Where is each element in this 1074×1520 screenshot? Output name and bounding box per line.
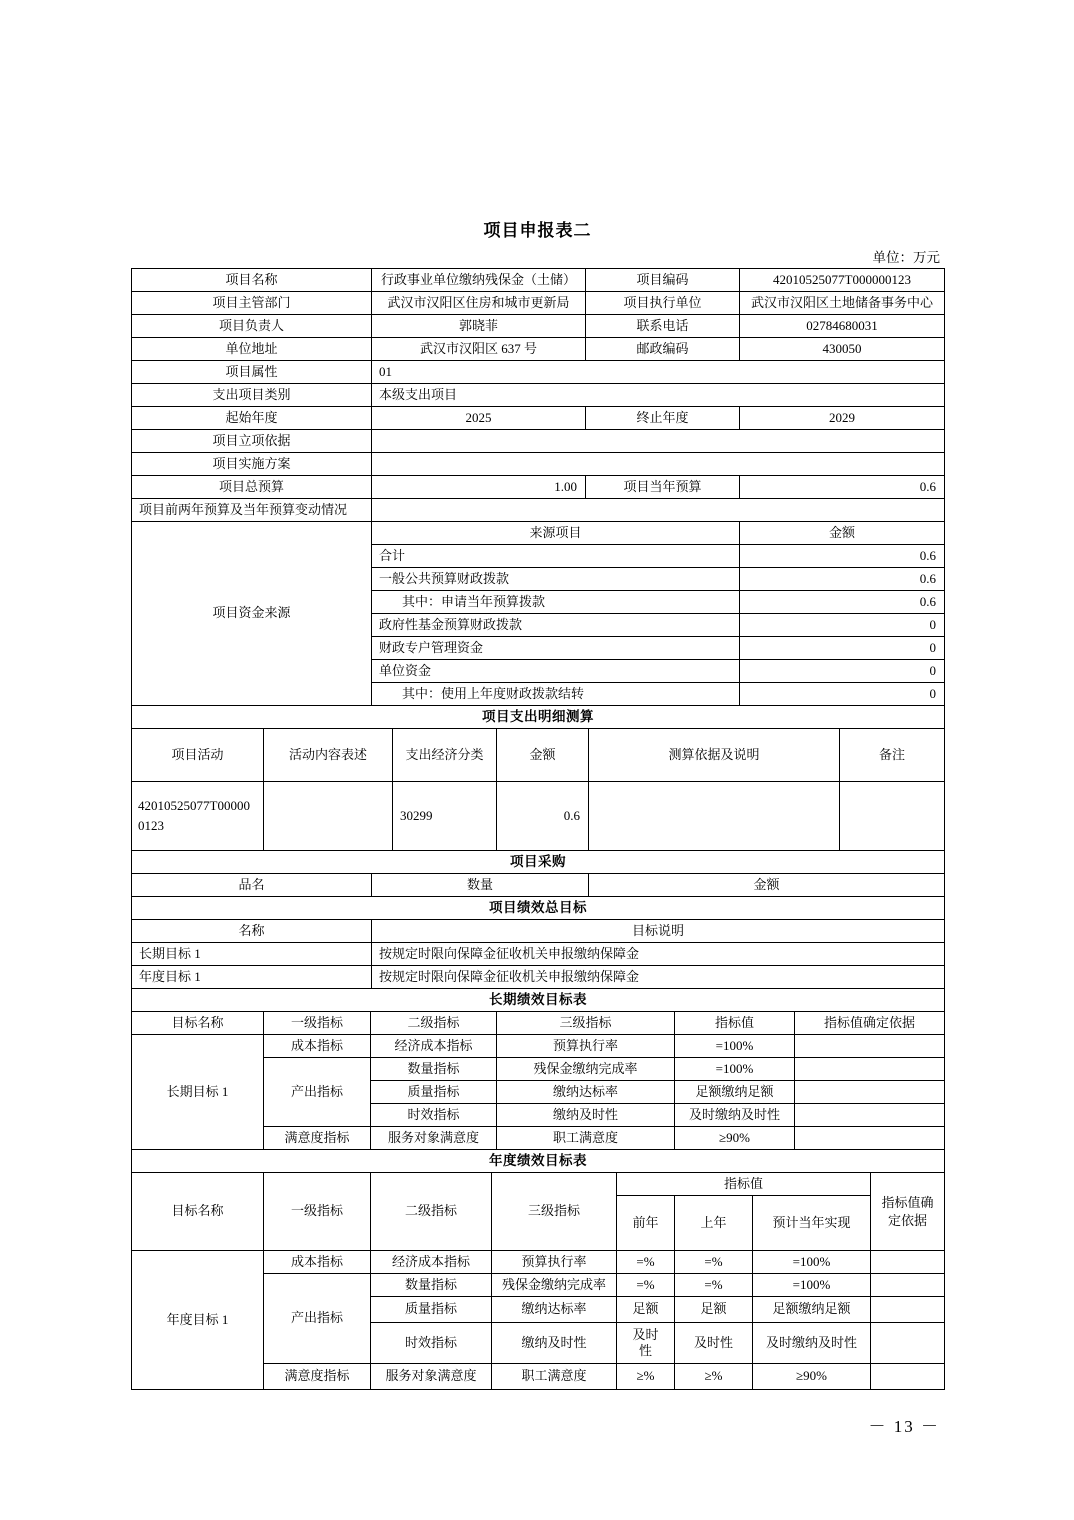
table-row: [132, 1173, 945, 1196]
field-label: 项目前两年预算及当年预算变动情况: [132, 499, 372, 522]
table-row: [132, 782, 945, 851]
funding-amount: 0.6: [740, 568, 945, 591]
table-row: [132, 943, 945, 966]
column-header: 指标值确定依据: [871, 1173, 945, 1251]
column-header: 指标值确定依据: [795, 1012, 945, 1035]
field-label: 支出项目类别: [132, 384, 372, 407]
level2-indicator: 经济成本指标: [371, 1035, 497, 1058]
table-row: [132, 407, 945, 430]
column-header: 支出经济分类: [393, 729, 497, 782]
indicator-basis: [871, 1297, 945, 1323]
goal-name: 年度目标 1: [132, 966, 372, 989]
field-label: 终止年度: [586, 407, 740, 430]
field-label: 项目总预算: [132, 476, 372, 499]
value-prev1: =%: [675, 1274, 753, 1297]
field-value: 02784680031: [740, 315, 945, 338]
annual-performance-table: [131, 1149, 945, 1390]
table-row: [132, 476, 945, 499]
level3-indicator: 缴纳及时性: [497, 1104, 675, 1127]
table-row: [132, 430, 945, 453]
indicator-value: =100%: [675, 1058, 795, 1081]
goal-description: 按规定时限向保障金征收机关申报缴纳保障金: [372, 966, 945, 989]
column-header: 金额: [740, 522, 945, 545]
value-current: 足额缴纳足额: [753, 1297, 871, 1323]
column-header: 项目活动: [132, 729, 264, 782]
field-label: 项目负责人: [132, 315, 372, 338]
field-label: 邮政编码: [586, 338, 740, 361]
table-row: [132, 920, 945, 943]
field-label: 项目当年预算: [586, 476, 740, 499]
page-title: 项目申报表二: [483, 221, 592, 240]
value-prev1: 足额: [675, 1297, 753, 1323]
field-value: 42010525077T000000123: [740, 269, 945, 292]
field-value: [372, 499, 945, 522]
value-current: 及时缴纳及时性: [753, 1323, 871, 1364]
calc-basis: [589, 782, 840, 851]
longterm-performance-table: [131, 988, 945, 1150]
funding-amount: 0.6: [740, 545, 945, 568]
column-header: 名称: [132, 920, 372, 943]
remark: [840, 782, 945, 851]
value-prev1: =%: [675, 1251, 753, 1274]
table-row: [132, 1251, 945, 1274]
field-value: [372, 430, 945, 453]
column-header: 测算依据及说明: [589, 729, 840, 782]
section-title-annual: 年度绩效目标表: [132, 1150, 945, 1173]
level3-indicator: 职工满意度: [492, 1364, 617, 1390]
value-prev1: ≥%: [675, 1364, 753, 1390]
column-header: 金额: [589, 874, 945, 897]
table-row: [132, 966, 945, 989]
activity-code: 42010525077T000000123: [132, 782, 264, 851]
field-label: 项目执行单位: [586, 292, 740, 315]
table-row: [132, 292, 945, 315]
level2-indicator: 数量指标: [371, 1274, 492, 1297]
funding-amount: 0: [740, 683, 945, 706]
indicator-value: 及时缴纳及时性: [675, 1104, 795, 1127]
level3-indicator: 预算执行率: [492, 1251, 617, 1274]
funding-table: [131, 521, 945, 706]
form-tables: [131, 268, 944, 1390]
column-header: 预计当年实现: [753, 1196, 871, 1251]
indicator-basis: [871, 1323, 945, 1364]
indicator-basis: [795, 1127, 945, 1150]
indicator-value: ≥90%: [675, 1127, 795, 1150]
level1-indicator: 产出指标: [264, 1274, 371, 1364]
table-row: [132, 851, 945, 874]
field-value: 01: [372, 361, 945, 384]
level1-indicator: 成本指标: [264, 1035, 371, 1058]
field-value: 行政事业单位缴纳残保金（土储）: [372, 269, 586, 292]
level1-indicator: 满意度指标: [264, 1364, 371, 1390]
indicator-basis: [795, 1081, 945, 1104]
value-prev2: 及时性: [617, 1323, 675, 1364]
indicator-basis: [795, 1035, 945, 1058]
column-header: 指标值: [675, 1012, 795, 1035]
field-value: 郭晓菲: [372, 315, 586, 338]
procurement-table: [131, 850, 945, 897]
field-label: 项目实施方案: [132, 453, 372, 476]
value-prev2: =%: [617, 1274, 675, 1297]
level2-indicator: 服务对象满意度: [371, 1127, 497, 1150]
table-row: [132, 729, 945, 782]
column-header: 活动内容表述: [264, 729, 393, 782]
field-label: 联系电话: [586, 315, 740, 338]
table-row: [132, 1012, 945, 1035]
field-label: 起始年度: [132, 407, 372, 430]
section-title-procurement: 项目采购: [132, 851, 945, 874]
column-header: 来源项目: [372, 522, 740, 545]
funding-amount: 0: [740, 637, 945, 660]
value-current: ≥90%: [753, 1364, 871, 1390]
field-value: [372, 453, 945, 476]
level2-indicator: 经济成本指标: [371, 1251, 492, 1274]
activity-description: [264, 782, 393, 851]
level2-indicator: 服务对象满意度: [371, 1364, 492, 1390]
table-row: [132, 989, 945, 1012]
value-current: =100%: [753, 1251, 871, 1274]
column-header: 一级指标: [264, 1012, 371, 1035]
table-row: [132, 522, 945, 545]
level2-indicator: 质量指标: [371, 1081, 497, 1104]
expense-amount: 0.6: [497, 782, 589, 851]
expense-detail-table: [131, 705, 945, 851]
goal-name: 年度目标 1: [132, 1251, 264, 1390]
level3-indicator: 职工满意度: [497, 1127, 675, 1150]
indicator-basis: [871, 1251, 945, 1274]
level2-indicator: 数量指标: [371, 1058, 497, 1081]
value-prev2: ≥%: [617, 1364, 675, 1390]
table-row: [132, 499, 945, 522]
value-prev1: 及时性: [675, 1323, 753, 1364]
funding-source: 单位资金: [372, 660, 740, 683]
field-value: 430050: [740, 338, 945, 361]
table-row: [132, 315, 945, 338]
table-row: [132, 874, 945, 897]
indicator-value: 足额缴纳足额: [675, 1081, 795, 1104]
econ-class-code: 30299: [393, 782, 497, 851]
level1-indicator: 满意度指标: [264, 1127, 371, 1150]
goal-description: 按规定时限向保障金征收机关申报缴纳保障金: [372, 943, 945, 966]
level2-indicator: 时效指标: [371, 1323, 492, 1364]
funding-amount: 0.6: [740, 591, 945, 614]
level3-indicator: 缴纳及时性: [492, 1323, 617, 1364]
column-header: 目标名称: [132, 1173, 264, 1251]
field-value: 武汉市汉阳区 637 号: [372, 338, 586, 361]
value-prev2: =%: [617, 1251, 675, 1274]
project-info-table: [131, 268, 945, 522]
field-label: 项目属性: [132, 361, 372, 384]
column-header: 目标名称: [132, 1012, 264, 1035]
column-header: 一级指标: [264, 1173, 371, 1251]
funding-source: 合计: [372, 545, 740, 568]
field-value: 2029: [740, 407, 945, 430]
field-value: 1.00: [372, 476, 586, 499]
indicator-value: =100%: [675, 1035, 795, 1058]
field-value: 本级支出项目: [372, 384, 945, 407]
column-header: 金额: [497, 729, 589, 782]
table-row: [132, 269, 945, 292]
level2-indicator: 时效指标: [371, 1104, 497, 1127]
goal-name: 长期目标 1: [132, 1035, 264, 1150]
field-label: 项目主管部门: [132, 292, 372, 315]
funding-source: 财政专户管理资金: [372, 637, 740, 660]
table-row: [132, 1035, 945, 1058]
funding-amount: 0: [740, 614, 945, 637]
page-number: － 13 －: [868, 1417, 940, 1436]
level3-indicator: 缴纳达标率: [492, 1297, 617, 1323]
funding-source: 一般公共预算财政拨款: [372, 568, 740, 591]
field-value: 2025: [372, 407, 586, 430]
indicator-basis: [871, 1364, 945, 1390]
field-value: 0.6: [740, 476, 945, 499]
column-header: 二级指标: [371, 1173, 492, 1251]
value-prev2: 足额: [617, 1297, 675, 1323]
level3-indicator: 缴纳达标率: [497, 1081, 675, 1104]
column-header: 上年: [675, 1196, 753, 1251]
section-title-longterm: 长期绩效目标表: [132, 989, 945, 1012]
funding-source: 政府性基金预算财政拨款: [372, 614, 740, 637]
funding-label: 项目资金来源: [132, 522, 372, 706]
table-row: [132, 338, 945, 361]
column-header: 三级指标: [492, 1173, 617, 1251]
level3-indicator: 残保金缴纳完成率: [497, 1058, 675, 1081]
indicator-basis: [795, 1058, 945, 1081]
section-title-expense-detail: 项目支出明细测算: [132, 706, 945, 729]
table-row: [132, 897, 945, 920]
table-row: [132, 706, 945, 729]
column-header: 目标说明: [372, 920, 945, 943]
level1-indicator: 成本指标: [264, 1251, 371, 1274]
funding-source: 其中：申请当年预算拨款: [372, 591, 740, 614]
table-row: [132, 453, 945, 476]
funding-source: 其中：使用上年度财政拨款结转: [372, 683, 740, 706]
section-title-overall-goal: 项目绩效总目标: [132, 897, 945, 920]
level2-indicator: 质量指标: [371, 1297, 492, 1323]
column-header: 三级指标: [497, 1012, 675, 1035]
column-header: 备注: [840, 729, 945, 782]
overall-goal-table: [131, 896, 945, 989]
table-row: [132, 1150, 945, 1173]
level1-indicator: 产出指标: [264, 1058, 371, 1127]
field-label: 单位地址: [132, 338, 372, 361]
funding-amount: 0: [740, 660, 945, 683]
goal-name: 长期目标 1: [132, 943, 372, 966]
column-header: 前年: [617, 1196, 675, 1251]
column-header-group: 指标值: [617, 1173, 871, 1196]
level3-indicator: 残保金缴纳完成率: [492, 1274, 617, 1297]
field-label: 项目编码: [586, 269, 740, 292]
column-header: 数量: [372, 874, 589, 897]
column-header: 二级指标: [371, 1012, 497, 1035]
value-current: =100%: [753, 1274, 871, 1297]
field-value: 武汉市汉阳区土地储备事务中心: [740, 292, 945, 315]
unit-note: 单位：万元: [872, 250, 940, 265]
indicator-basis: [795, 1104, 945, 1127]
column-header: 品名: [132, 874, 372, 897]
indicator-basis: [871, 1274, 945, 1297]
level3-indicator: 预算执行率: [497, 1035, 675, 1058]
field-value: 武汉市汉阳区住房和城市更新局: [372, 292, 586, 315]
table-row: [132, 361, 945, 384]
field-label: 项目名称: [132, 269, 372, 292]
table-row: [132, 384, 945, 407]
field-label: 项目立项依据: [132, 430, 372, 453]
